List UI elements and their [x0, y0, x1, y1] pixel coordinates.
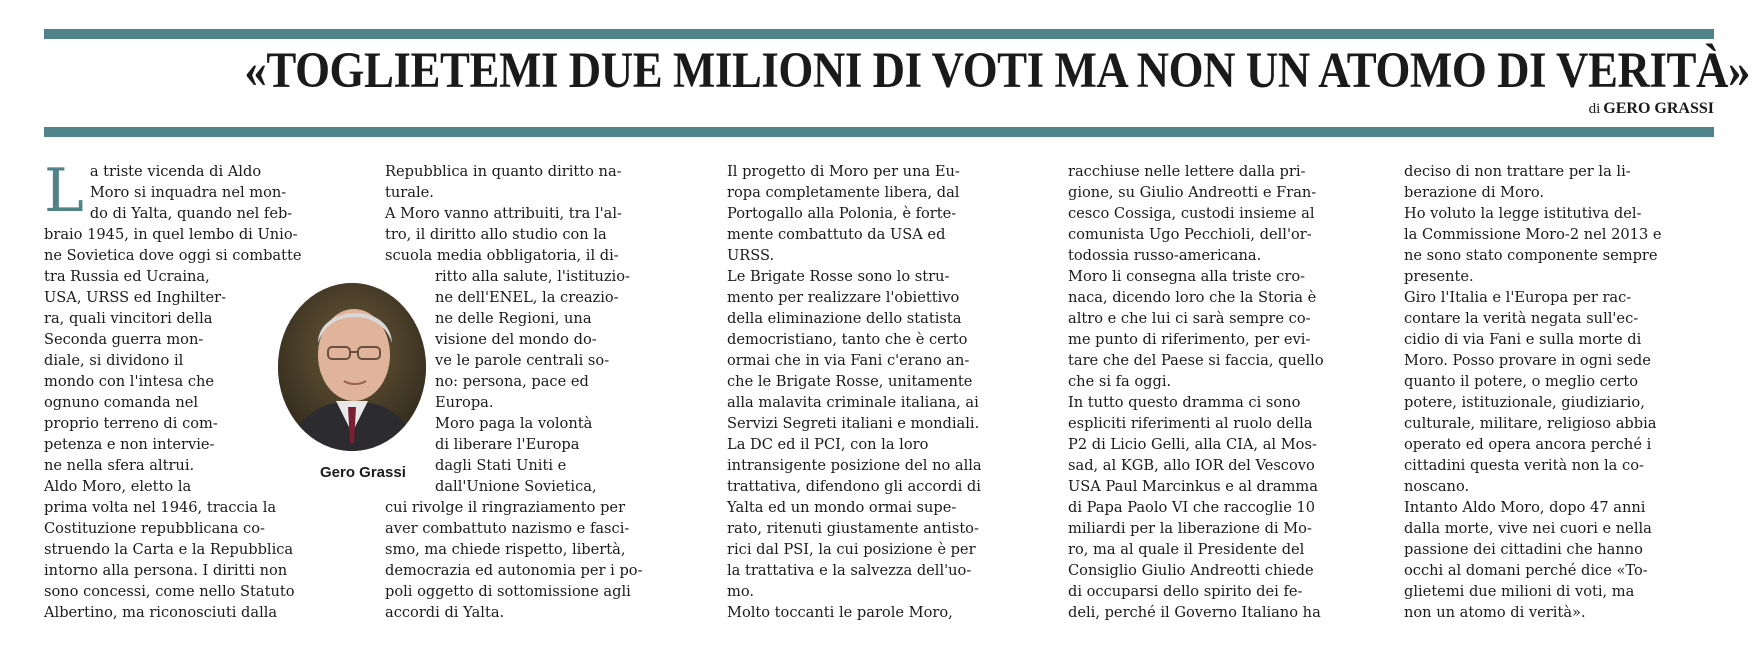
article-column-4: [1068, 161, 1380, 623]
text-line: di occuparsi dello spirito dei fe-: [1068, 583, 1303, 600]
text-line: accordi di Yalta.: [385, 604, 505, 621]
text-line: La DC ed il PCI, con la loro: [727, 436, 929, 453]
text-line: democristiano, tanto che è certo: [727, 331, 968, 348]
text-line: mo.: [727, 583, 755, 600]
text-line: espliciti riferimenti al ruolo della: [1068, 415, 1313, 432]
text-line: passione dei cittadini che hanno: [1404, 541, 1643, 558]
text-line: della eliminazione dello statista: [727, 310, 962, 327]
text-line: trattativa, difendono gli accordi di: [727, 478, 981, 495]
text-line: ognuno comanda nel: [44, 394, 199, 411]
text-line: scuola media obbligatoria, il di-: [385, 247, 619, 264]
text-line: rici dal PSI, la cui posizione è per: [727, 541, 976, 558]
text-line: prima volta nel 1946, traccia la: [44, 499, 277, 516]
portrait-illustration: [278, 283, 426, 451]
text-line: deli, perché il Governo Italiano ha: [1068, 604, 1321, 621]
text-line: ne dell'ENEL, la creazio-: [435, 289, 619, 306]
text-line: poli oggetto di sottomissione agli: [385, 583, 631, 600]
text-line: alla malavita criminale italiana, ai: [727, 394, 979, 411]
text-line: di liberare l'Europa: [435, 436, 580, 453]
text-line: occhi al domani perché dice «To-: [1404, 562, 1648, 579]
text-line: sono concessi, come nello Statuto: [44, 583, 295, 600]
text-line: braio 1945, in quel lembo di Unio-: [44, 226, 298, 243]
text-line: do di Yalta, quando nel feb-: [89, 205, 293, 222]
text-line: cui rivolge il ringraziamento per: [385, 499, 626, 516]
text-line: Consiglio Giulio Andreotti chiede: [1068, 562, 1314, 579]
text-line: gione, su Giulio Andreotti e Fran-: [1068, 184, 1317, 201]
text-line: presente.: [1404, 268, 1474, 285]
text-line: la Commissione Moro-2 nel 2013 e: [1404, 226, 1662, 243]
text-line: sad, al KGB, allo IOR del Vescovo: [1068, 457, 1315, 474]
text-line: P2 di Licio Gelli, alla CIA, al Mos-: [1068, 436, 1317, 453]
text-line: Costituzione repubblicana co-: [44, 520, 265, 537]
text-line: che le Brigate Rosse, unitamente: [727, 373, 973, 390]
byline: [1589, 100, 1714, 118]
text-line: glietemi due milioni di voti, ma: [1404, 583, 1635, 600]
text-line: racchiuse nelle lettere dalla pri-: [1068, 163, 1306, 180]
text-line: Le Brigate Rosse sono lo stru-: [727, 268, 950, 285]
text-line: operato ed opera ancora perché i: [1404, 436, 1652, 453]
text-line: ne delle Regioni, una: [435, 310, 592, 327]
photo-caption: Gero Grassi: [320, 464, 406, 481]
text-line: URSS.: [727, 247, 775, 264]
author-photo: [278, 283, 426, 451]
text-line: Ho voluto la legge istitutiva del-: [1404, 205, 1642, 222]
text-line: intransigente posizione del no alla: [727, 457, 982, 474]
text-line: naca, dicendo loro che la Storia è: [1068, 289, 1317, 306]
text-line: me punto di riferimento, per evi-: [1068, 331, 1311, 348]
text-line: ritto alla salute, l'istituzio-: [435, 268, 630, 285]
text-line: cittadini questa verità non la co-: [1404, 457, 1644, 474]
text-line: Portogallo alla Polonia, è forte-: [727, 205, 957, 222]
text-line: Aldo Moro, eletto la: [44, 478, 192, 495]
text-line: noscano.: [1404, 478, 1470, 495]
text-line: ra, quali vincitori della: [44, 310, 213, 327]
text-line: di Papa Paolo VI che raccoglie 10: [1068, 499, 1316, 516]
text-line: a triste vicenda di Aldo: [89, 163, 262, 180]
text-line: petenza e non intervie-: [44, 436, 215, 453]
text-line: visione del mondo do-: [435, 331, 597, 348]
text-line: altro e che lui ci sarà sempre co-: [1068, 310, 1311, 327]
text-line: dagli Stati Uniti e: [435, 457, 567, 474]
text-line: ve le parole centrali so-: [435, 352, 610, 369]
text-line: potere, istituzionale, giudiziario,: [1404, 394, 1645, 411]
text-line: dalla morte, vive nei cuori e nella: [1404, 520, 1652, 537]
article-column-5: [1404, 161, 1706, 623]
text-line: Moro si inquadra nel mon-: [89, 184, 287, 201]
text-line: Servizi Segreti italiani e mondiali.: [727, 415, 980, 432]
text-line: ormai che in via Fani c'erano an-: [727, 352, 970, 369]
text-line: quanto il potere, o meglio certo: [1404, 373, 1639, 390]
text-line: ne nella sfera altrui.: [44, 457, 195, 474]
text-line: democrazia ed autonomia per i po-: [385, 562, 643, 579]
text-line: smo, ma chiede rispetto, libertà,: [385, 541, 626, 558]
headline: «TOGLIETEMI DUE MILIONI DI VOTI MA NON UN ATOMO DI VERITÀ»: [244, 43, 1750, 99]
text-line: miliardi per la liberazione di Mo-: [1068, 520, 1312, 537]
mid-rule: [44, 127, 1714, 137]
article-column-3: [727, 161, 1039, 623]
text-line: ne Sovietica dove oggi si combatte: [44, 247, 302, 264]
text-line: la trattativa e la salvezza dell'uo-: [727, 562, 972, 579]
byline-prefix: di: [1588, 101, 1601, 117]
drop-cap: L: [44, 156, 84, 226]
text-line: comunista Ugo Pecchioli, dell'or-: [1068, 226, 1312, 243]
text-line: diale, si dividono il: [44, 352, 184, 369]
text-line: Albertino, ma riconosciuti dalla: [44, 604, 278, 621]
text-line: turale.: [385, 184, 434, 201]
text-line: cesco Cossiga, custodi insieme al: [1068, 205, 1315, 222]
text-line: USA Paul Marcinkus e al dramma: [1068, 478, 1318, 495]
text-line: Seconda guerra mon-: [44, 331, 204, 348]
text-line: Yalta ed un mondo ormai supe-: [727, 499, 957, 516]
text-line: non un atomo di verità».: [1404, 604, 1586, 621]
text-line: culturale, militare, religioso abbia: [1404, 415, 1657, 432]
text-line: ropa completamente libera, dal: [727, 184, 960, 201]
text-line: cidio di via Fani e sulla morte di: [1404, 331, 1642, 348]
text-line: ro, ma al quale il Presidente del: [1068, 541, 1305, 558]
text-line: proprio terreno di com-: [44, 415, 218, 432]
text-line: In tutto questo dramma ci sono: [1068, 394, 1301, 411]
text-line: Il progetto di Moro per una Eu-: [727, 163, 960, 180]
text-line: no: persona, pace ed: [435, 373, 589, 390]
text-line: aver combattuto nazismo e fasci-: [385, 520, 630, 537]
text-line: tare che del Paese si faccia, quello: [1068, 352, 1324, 369]
text-line: Europa.: [435, 394, 494, 411]
text-line: mente combattuto da USA ed: [727, 226, 946, 243]
text-line: ne sono stato componente sempre: [1404, 247, 1658, 264]
text-line: Moro paga la volontà: [435, 415, 593, 432]
text-line: USA, URSS ed Inghilter-: [44, 289, 227, 306]
text-line: rato, ritenuti giustamente antisto-: [727, 520, 979, 537]
text-line: Repubblica in quanto diritto na-: [385, 163, 622, 180]
text-line: Moro li consegna alla triste cro-: [1068, 268, 1306, 285]
top-rule: [44, 29, 1714, 39]
text-line: deciso di non trattare per la li-: [1404, 163, 1631, 180]
byline-author: GERO GRASSI: [1603, 100, 1714, 117]
text-line: che si fa oggi.: [1068, 373, 1172, 390]
text-line: todossia russo-americana.: [1068, 247, 1262, 264]
text-line: Molto toccanti le parole Moro,: [727, 604, 953, 621]
text-line: tro, il diritto allo studio con la: [385, 226, 607, 243]
text-line: Intanto Aldo Moro, dopo 47 anni: [1404, 499, 1646, 516]
text-line: mondo con l'intesa che: [44, 373, 215, 390]
text-line: contare la verità negata sull'ec-: [1404, 310, 1639, 327]
text-line: A Moro vanno attribuiti, tra l'al-: [385, 205, 622, 222]
text-line: mento per realizzare l'obiettivo: [727, 289, 960, 306]
article-column-2: [385, 161, 697, 623]
text-line: berazione di Moro.: [1404, 184, 1544, 201]
text-line: struendo la Carta e la Repubblica: [44, 541, 294, 558]
text-line: dall'Unione Sovietica,: [435, 478, 597, 495]
text-line: intorno alla persona. I diritti non: [44, 562, 288, 579]
text-line: tra Russia ed Ucraina,: [44, 268, 210, 285]
text-line: Moro. Posso provare in ogni sede: [1404, 352, 1651, 369]
text-line: Giro l'Italia e l'Europa per rac-: [1404, 289, 1632, 306]
